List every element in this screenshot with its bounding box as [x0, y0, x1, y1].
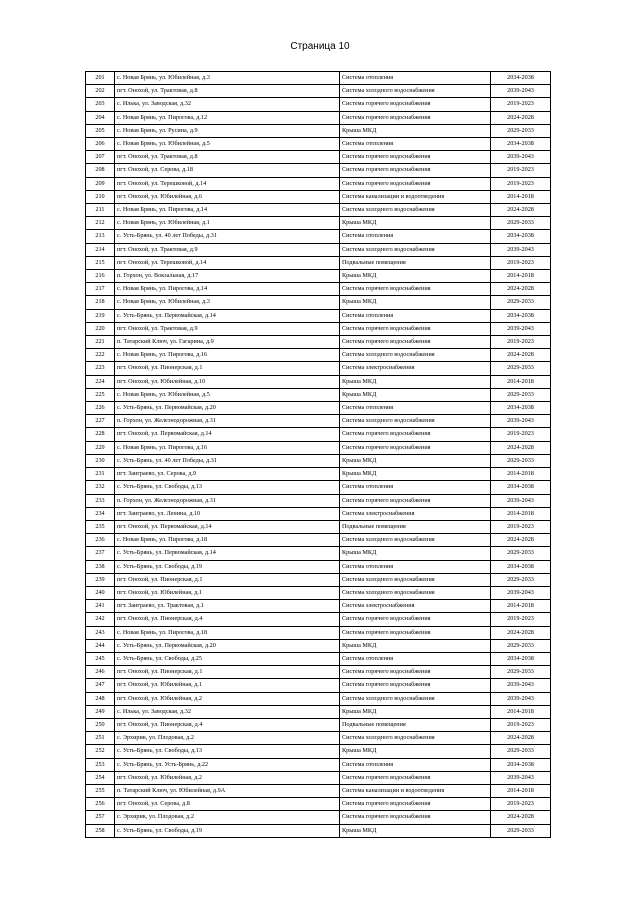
period-cell: 2034-2038 — [491, 652, 551, 665]
period-cell: 2039-2043 — [491, 494, 551, 507]
row-number-cell: 249 — [86, 705, 115, 718]
system-cell: Система холодного водоснабжения — [340, 573, 491, 586]
address-cell: пгт. Онохой, ул. Терешковой, д.14 — [115, 177, 340, 190]
row-number-cell: 218 — [86, 296, 115, 309]
address-cell: с. Эрхирик, ул. Плодовая, д.2 — [115, 732, 340, 745]
system-cell: Система холодного водоснабжения — [340, 732, 491, 745]
table-row — [86, 784, 551, 797]
row-number-cell: 202 — [86, 85, 115, 98]
row-number-cell: 216 — [86, 270, 115, 283]
address-cell: с. Новая Брянь, ул. Русина, д.9 — [115, 124, 340, 137]
period-cell: 2019-2023 — [491, 613, 551, 626]
address-cell: пгт. Онохой, ул. Трактовая, д.9 — [115, 243, 340, 256]
row-number-cell: 209 — [86, 177, 115, 190]
system-cell: Система горячего водоснабжения — [340, 798, 491, 811]
address-cell: пгт. Онохой, ул. Серова, д.8 — [115, 798, 340, 811]
table-row — [86, 190, 551, 203]
table-row — [86, 230, 551, 243]
table-row — [86, 811, 551, 824]
address-cell: с. Усть-Брянь, ул. 40 лет Победы, д.31 — [115, 454, 340, 467]
address-cell: пгт. Онохой, ул. Трактовая, д.8 — [115, 85, 340, 98]
period-cell: 2019-2023 — [491, 336, 551, 349]
row-number-cell: 220 — [86, 322, 115, 335]
table-row — [86, 732, 551, 745]
system-cell: Подвальные помещения — [340, 718, 491, 731]
address-cell: пгт. Онохой, ул. Пионерская, д.1 — [115, 666, 340, 679]
row-number-cell: 228 — [86, 428, 115, 441]
system-cell: Крыша МКД — [340, 375, 491, 388]
period-cell: 2029-2033 — [491, 573, 551, 586]
row-number-cell: 221 — [86, 336, 115, 349]
system-cell: Система холодного водоснабжения — [340, 349, 491, 362]
address-cell: п. Горхон, ул. Вокзальная, д.17 — [115, 270, 340, 283]
table-row — [86, 481, 551, 494]
address-cell: пгт. Онохой, ул. Серова, д.18 — [115, 164, 340, 177]
table-row — [86, 177, 551, 190]
row-number-cell: 241 — [86, 600, 115, 613]
address-cell: с. Усть-Брянь, ул. Свободы, д.25 — [115, 652, 340, 665]
row-number-cell: 229 — [86, 441, 115, 454]
period-cell: 2019-2023 — [491, 428, 551, 441]
row-number-cell: 242 — [86, 613, 115, 626]
table-row — [86, 388, 551, 401]
system-cell: Система горячего водоснабжения — [340, 811, 491, 824]
period-cell: 2019-2023 — [491, 256, 551, 269]
table-row — [86, 705, 551, 718]
table-row — [86, 441, 551, 454]
address-cell: с. Илька, ул. Заводская, д.32 — [115, 98, 340, 111]
system-cell: Система горячего водоснабжения — [340, 164, 491, 177]
period-cell: 2039-2043 — [491, 692, 551, 705]
row-number-cell: 254 — [86, 771, 115, 784]
system-cell: Система горячего водоснабжения — [340, 494, 491, 507]
system-cell: Система холодного водоснабжения — [340, 692, 491, 705]
table-row — [86, 204, 551, 217]
table-row — [86, 322, 551, 335]
system-cell: Система отопления — [340, 560, 491, 573]
period-cell: 2024-2028 — [491, 732, 551, 745]
row-number-cell: 205 — [86, 124, 115, 137]
system-cell: Подвальные помещения — [340, 520, 491, 533]
address-cell: с. Усть-Брянь, ул. Первомайская, д.20 — [115, 402, 340, 415]
address-cell: с. Усть-Брянь, ул. Свободы, д.19 — [115, 560, 340, 573]
system-cell: Система отопления — [340, 652, 491, 665]
address-cell: пгт. Заиграево, ул. Ленина, д.10 — [115, 507, 340, 520]
period-cell: 2014-2018 — [491, 270, 551, 283]
table-row — [86, 217, 551, 230]
table-row — [86, 758, 551, 771]
system-cell: Система отопления — [340, 230, 491, 243]
row-number-cell: 235 — [86, 520, 115, 533]
period-cell: 2039-2043 — [491, 322, 551, 335]
row-number-cell: 226 — [86, 402, 115, 415]
address-cell: с. Усть-Брянь, ул. 40 лет Победы, д.31 — [115, 230, 340, 243]
system-cell: Система электроснабжения — [340, 600, 491, 613]
table-row — [86, 296, 551, 309]
address-cell: с. Усть-Брянь, ул. Первомайская, д.14 — [115, 547, 340, 560]
table-row — [86, 415, 551, 428]
system-cell: Система горячего водоснабжения — [340, 336, 491, 349]
row-number-cell: 217 — [86, 283, 115, 296]
table-row — [86, 85, 551, 98]
row-number-cell: 233 — [86, 494, 115, 507]
system-cell: Система канализации и водоотведения — [340, 784, 491, 797]
period-cell: 2014-2018 — [491, 468, 551, 481]
system-cell: Крыша МКД — [340, 296, 491, 309]
system-cell: Крыша МКД — [340, 745, 491, 758]
system-cell: Система горячего водоснабжения — [340, 679, 491, 692]
row-number-cell: 245 — [86, 652, 115, 665]
row-number-cell: 243 — [86, 626, 115, 639]
system-cell: Система горячего водоснабжения — [340, 666, 491, 679]
table-row — [86, 256, 551, 269]
address-cell: с. Усть-Брянь, ул. Свободы, д.13 — [115, 745, 340, 758]
table-row — [86, 362, 551, 375]
table-row — [86, 336, 551, 349]
row-number-cell: 256 — [86, 798, 115, 811]
system-cell: Крыша МКД — [340, 270, 491, 283]
table-row — [86, 151, 551, 164]
address-cell: с. Новая Брянь, ул. Пирогова, д.14 — [115, 283, 340, 296]
row-number-cell: 212 — [86, 217, 115, 230]
address-cell: пгт. Онохой, ул. Пионерская, д.4 — [115, 613, 340, 626]
system-cell: Крыша МКД — [340, 547, 491, 560]
period-cell: 2019-2023 — [491, 98, 551, 111]
period-cell: 2014-2018 — [491, 507, 551, 520]
address-cell: пгт. Онохой, ул. Терешковой, д.14 — [115, 256, 340, 269]
system-cell: Система горячего водоснабжения — [340, 626, 491, 639]
period-cell: 2029-2033 — [491, 388, 551, 401]
row-number-cell: 223 — [86, 362, 115, 375]
system-cell: Система отопления — [340, 138, 491, 151]
row-number-cell: 246 — [86, 666, 115, 679]
address-cell: с. Усть-Брянь, ул. Первомайская, д.20 — [115, 639, 340, 652]
system-cell: Крыша МКД — [340, 639, 491, 652]
table-row — [86, 468, 551, 481]
system-cell: Крыша МКД — [340, 468, 491, 481]
table-row — [86, 309, 551, 322]
address-cell: с. Новая Брянь, ул. Юбилейная, д.3 — [115, 296, 340, 309]
table-row — [86, 666, 551, 679]
period-cell: 2014-2018 — [491, 190, 551, 203]
period-cell: 2024-2028 — [491, 283, 551, 296]
system-cell: Система холодного водоснабжения — [340, 243, 491, 256]
period-cell: 2034-2038 — [491, 758, 551, 771]
period-cell: 2034-2038 — [491, 560, 551, 573]
address-cell: с. Усть-Брянь, ул. Усть-Брянь, д.22 — [115, 758, 340, 771]
period-cell: 2029-2033 — [491, 666, 551, 679]
system-cell: Крыша МКД — [340, 124, 491, 137]
address-cell: с. Илька, ул. Заводская, д.32 — [115, 705, 340, 718]
period-cell: 2039-2043 — [491, 85, 551, 98]
table-row — [86, 349, 551, 362]
system-cell: Система отопления — [340, 481, 491, 494]
address-cell: с. Усть-Брянь, ул. Свободы, д.19 — [115, 824, 340, 837]
row-number-cell: 234 — [86, 507, 115, 520]
system-cell: Система горячего водоснабжения — [340, 322, 491, 335]
page-title: Страница 10 — [290, 41, 350, 52]
address-cell: пгт. Онохой, ул. Пионерская, д.1 — [115, 362, 340, 375]
system-cell: Система отопления — [340, 309, 491, 322]
table-row — [86, 270, 551, 283]
table-row — [86, 375, 551, 388]
period-cell: 2024-2028 — [491, 626, 551, 639]
system-cell: Система холодного водоснабжения — [340, 586, 491, 599]
period-cell: 2039-2043 — [491, 415, 551, 428]
row-number-cell: 222 — [86, 349, 115, 362]
period-cell: 2029-2033 — [491, 454, 551, 467]
row-number-cell: 231 — [86, 468, 115, 481]
table-row — [86, 652, 551, 665]
system-cell: Система горячего водоснабжения — [340, 283, 491, 296]
system-cell: Система горячего водоснабжения — [340, 177, 491, 190]
period-cell: 2029-2033 — [491, 296, 551, 309]
row-number-cell: 208 — [86, 164, 115, 177]
system-cell: Подвальные помещения — [340, 256, 491, 269]
address-cell: пгт. Онохой, ул. Юбилейная, д.6 — [115, 190, 340, 203]
row-number-cell: 227 — [86, 415, 115, 428]
system-cell: Крыша МКД — [340, 454, 491, 467]
system-cell: Система отопления — [340, 402, 491, 415]
period-cell: 2039-2043 — [491, 679, 551, 692]
row-number-cell: 225 — [86, 388, 115, 401]
table-row — [86, 138, 551, 151]
row-number-cell: 237 — [86, 547, 115, 560]
system-cell: Система горячего водоснабжения — [340, 151, 491, 164]
address-cell: с. Новая Брянь, ул. Пирогова, д.18 — [115, 534, 340, 547]
table-row — [86, 72, 551, 85]
period-cell: 2034-2038 — [491, 402, 551, 415]
table-row — [86, 639, 551, 652]
table-row — [86, 454, 551, 467]
address-cell: пгт. Онохой, ул. Трактовая, д.8 — [115, 151, 340, 164]
row-number-cell: 255 — [86, 784, 115, 797]
table-row — [86, 679, 551, 692]
system-cell: Система горячего водоснабжения — [340, 428, 491, 441]
period-cell: 2014-2018 — [491, 375, 551, 388]
row-number-cell: 247 — [86, 679, 115, 692]
address-cell: п. Горхон, ул. Железнодорожная, д.31 — [115, 494, 340, 507]
table-row — [86, 692, 551, 705]
row-number-cell: 219 — [86, 309, 115, 322]
address-cell: пгт. Заиграево, ул. Трактовая, д.1 — [115, 600, 340, 613]
period-cell: 2014-2018 — [491, 784, 551, 797]
period-cell: 2014-2018 — [491, 705, 551, 718]
address-cell: с. Усть-Брянь, ул. Первомайская, д.14 — [115, 309, 340, 322]
address-cell: с. Новая Брянь, ул. Юбилейная, д.3 — [115, 72, 340, 85]
table-row — [86, 98, 551, 111]
row-number-cell: 230 — [86, 454, 115, 467]
address-cell: пгт. Онохой, ул. Юбилейная, д.1 — [115, 679, 340, 692]
period-cell: 2034-2038 — [491, 72, 551, 85]
row-number-cell: 239 — [86, 573, 115, 586]
row-number-cell: 206 — [86, 138, 115, 151]
row-number-cell: 258 — [86, 824, 115, 837]
period-cell: 2024-2028 — [491, 111, 551, 124]
system-cell: Система горячего водоснабжения — [340, 441, 491, 454]
system-cell: Система холодного водоснабжения — [340, 204, 491, 217]
table-row — [86, 600, 551, 613]
address-cell: с. Новая Брянь, ул. Пирогова, д.16 — [115, 349, 340, 362]
row-number-cell: 251 — [86, 732, 115, 745]
row-number-cell: 210 — [86, 190, 115, 203]
period-cell: 2034-2038 — [491, 230, 551, 243]
system-cell: Система холодного водоснабжения — [340, 85, 491, 98]
table-row — [86, 507, 551, 520]
system-cell: Крыша МКД — [340, 217, 491, 230]
row-number-cell: 257 — [86, 811, 115, 824]
table-row — [86, 547, 551, 560]
table-row — [86, 520, 551, 533]
row-number-cell: 252 — [86, 745, 115, 758]
period-cell: 2029-2033 — [491, 217, 551, 230]
period-cell: 2024-2028 — [491, 811, 551, 824]
registry-table — [85, 71, 551, 838]
period-cell: 2039-2043 — [491, 586, 551, 599]
system-cell: Система горячего водоснабжения — [340, 111, 491, 124]
system-cell: Крыша МКД — [340, 705, 491, 718]
address-cell: пгт. Онохой, ул. Пионерская, д.4 — [115, 718, 340, 731]
address-cell: с. Новая Брянь, ул. Пирогова, д.12 — [115, 111, 340, 124]
address-cell: п. Горхон, ул. Железнодорожная, д.31 — [115, 415, 340, 428]
row-number-cell: 207 — [86, 151, 115, 164]
table-row — [86, 771, 551, 784]
table-row — [86, 428, 551, 441]
system-cell: Крыша МКД — [340, 824, 491, 837]
system-cell: Система горячего водоснабжения — [340, 98, 491, 111]
row-number-cell: 201 — [86, 72, 115, 85]
address-cell: пгт. Онохой, ул. Первомайская, д.14 — [115, 428, 340, 441]
system-cell: Система электроснабжения — [340, 362, 491, 375]
period-cell: 2034-2038 — [491, 309, 551, 322]
address-cell: пгт. Онохой, ул. Трактовая, д.9 — [115, 322, 340, 335]
row-number-cell: 232 — [86, 481, 115, 494]
row-number-cell: 213 — [86, 230, 115, 243]
table-row — [86, 586, 551, 599]
address-cell: пгт. Онохой, ул. Пионерская, д.1 — [115, 573, 340, 586]
period-cell: 2029-2033 — [491, 745, 551, 758]
address-cell: с. Усть-Брянь, ул. Свободы, д.13 — [115, 481, 340, 494]
period-cell: 2039-2043 — [491, 243, 551, 256]
system-cell: Система горячего водоснабжения — [340, 613, 491, 626]
table-row — [86, 573, 551, 586]
address-cell: пгт. Онохой, ул. Юбилейная, д.2 — [115, 771, 340, 784]
address-cell: пгт. Заиграево, ул. Серова, д.9 — [115, 468, 340, 481]
row-number-cell: 215 — [86, 256, 115, 269]
row-number-cell: 236 — [86, 534, 115, 547]
row-number-cell: 250 — [86, 718, 115, 731]
system-cell: Система отопления — [340, 758, 491, 771]
address-cell: пгт. Онохой, ул. Юбилейная, д.2 — [115, 692, 340, 705]
period-cell: 2024-2028 — [491, 441, 551, 454]
row-number-cell: 211 — [86, 204, 115, 217]
period-cell: 2029-2033 — [491, 824, 551, 837]
row-number-cell: 248 — [86, 692, 115, 705]
system-cell: Система отопления — [340, 72, 491, 85]
address-cell: с. Новая Брянь, ул. Юбилейная, д.1 — [115, 217, 340, 230]
address-cell: с. Новая Брянь, ул. Пирогова, д.18 — [115, 626, 340, 639]
table-row — [86, 718, 551, 731]
period-cell: 2024-2028 — [491, 534, 551, 547]
address-cell: с. Новая Брянь, ул. Юбилейная, д.5 — [115, 388, 340, 401]
row-number-cell: 224 — [86, 375, 115, 388]
system-cell: Крыша МКД — [340, 388, 491, 401]
table-row — [86, 824, 551, 837]
table-row — [86, 798, 551, 811]
period-cell: 2029-2033 — [491, 639, 551, 652]
period-cell: 2014-2018 — [491, 600, 551, 613]
table-row — [86, 243, 551, 256]
address-cell: пгт. Онохой, ул. Первомайская, д.14 — [115, 520, 340, 533]
row-number-cell: 204 — [86, 111, 115, 124]
system-cell: Система электроснабжения — [340, 507, 491, 520]
table-row — [86, 560, 551, 573]
period-cell: 2039-2043 — [491, 151, 551, 164]
system-cell: Система канализации и водоотведения — [340, 190, 491, 203]
system-cell: Система горячего водоснабжения — [340, 771, 491, 784]
table-row — [86, 534, 551, 547]
row-number-cell: 203 — [86, 98, 115, 111]
table-row — [86, 494, 551, 507]
period-cell: 2019-2023 — [491, 177, 551, 190]
period-cell: 2029-2033 — [491, 124, 551, 137]
row-number-cell: 253 — [86, 758, 115, 771]
period-cell: 2034-2038 — [491, 481, 551, 494]
row-number-cell: 238 — [86, 560, 115, 573]
table-row — [86, 124, 551, 137]
table-row — [86, 164, 551, 177]
row-number-cell: 244 — [86, 639, 115, 652]
period-cell: 2019-2023 — [491, 164, 551, 177]
period-cell: 2029-2033 — [491, 362, 551, 375]
table-row — [86, 111, 551, 124]
period-cell: 2019-2023 — [491, 718, 551, 731]
address-cell: с. Новая Брянь, ул. Пирогова, д.16 — [115, 441, 340, 454]
period-cell: 2029-2033 — [491, 547, 551, 560]
address-cell: пгт. Онохой, ул. Юбилейная, д.10 — [115, 375, 340, 388]
address-cell: с. Эрхирик, ул. Плодовая, д.2 — [115, 811, 340, 824]
table-row — [86, 626, 551, 639]
table-row — [86, 402, 551, 415]
table-row — [86, 613, 551, 626]
address-cell: с. Новая Брянь, ул. Юбилейная, д.5 — [115, 138, 340, 151]
address-cell: пгт. Онохой, ул. Юбилейная, д.1 — [115, 586, 340, 599]
address-cell: п. Татарский Ключ, ул. Юбилейная, д.9А — [115, 784, 340, 797]
period-cell: 2024-2028 — [491, 349, 551, 362]
row-number-cell: 240 — [86, 586, 115, 599]
period-cell: 2039-2043 — [491, 771, 551, 784]
row-number-cell: 214 — [86, 243, 115, 256]
period-cell: 2034-2038 — [491, 138, 551, 151]
table-row — [86, 745, 551, 758]
system-cell: Система холодного водоснабжения — [340, 415, 491, 428]
registry-table-body — [86, 72, 551, 838]
period-cell: 2019-2023 — [491, 798, 551, 811]
address-cell: п. Татарский Ключ, ул. Гагарина, д.9 — [115, 336, 340, 349]
period-cell: 2019-2023 — [491, 520, 551, 533]
system-cell: Система холодного водоснабжения — [340, 534, 491, 547]
table-row — [86, 283, 551, 296]
address-cell: с. Новая Брянь, ул. Пирогова, д.14 — [115, 204, 340, 217]
period-cell: 2024-2028 — [491, 204, 551, 217]
